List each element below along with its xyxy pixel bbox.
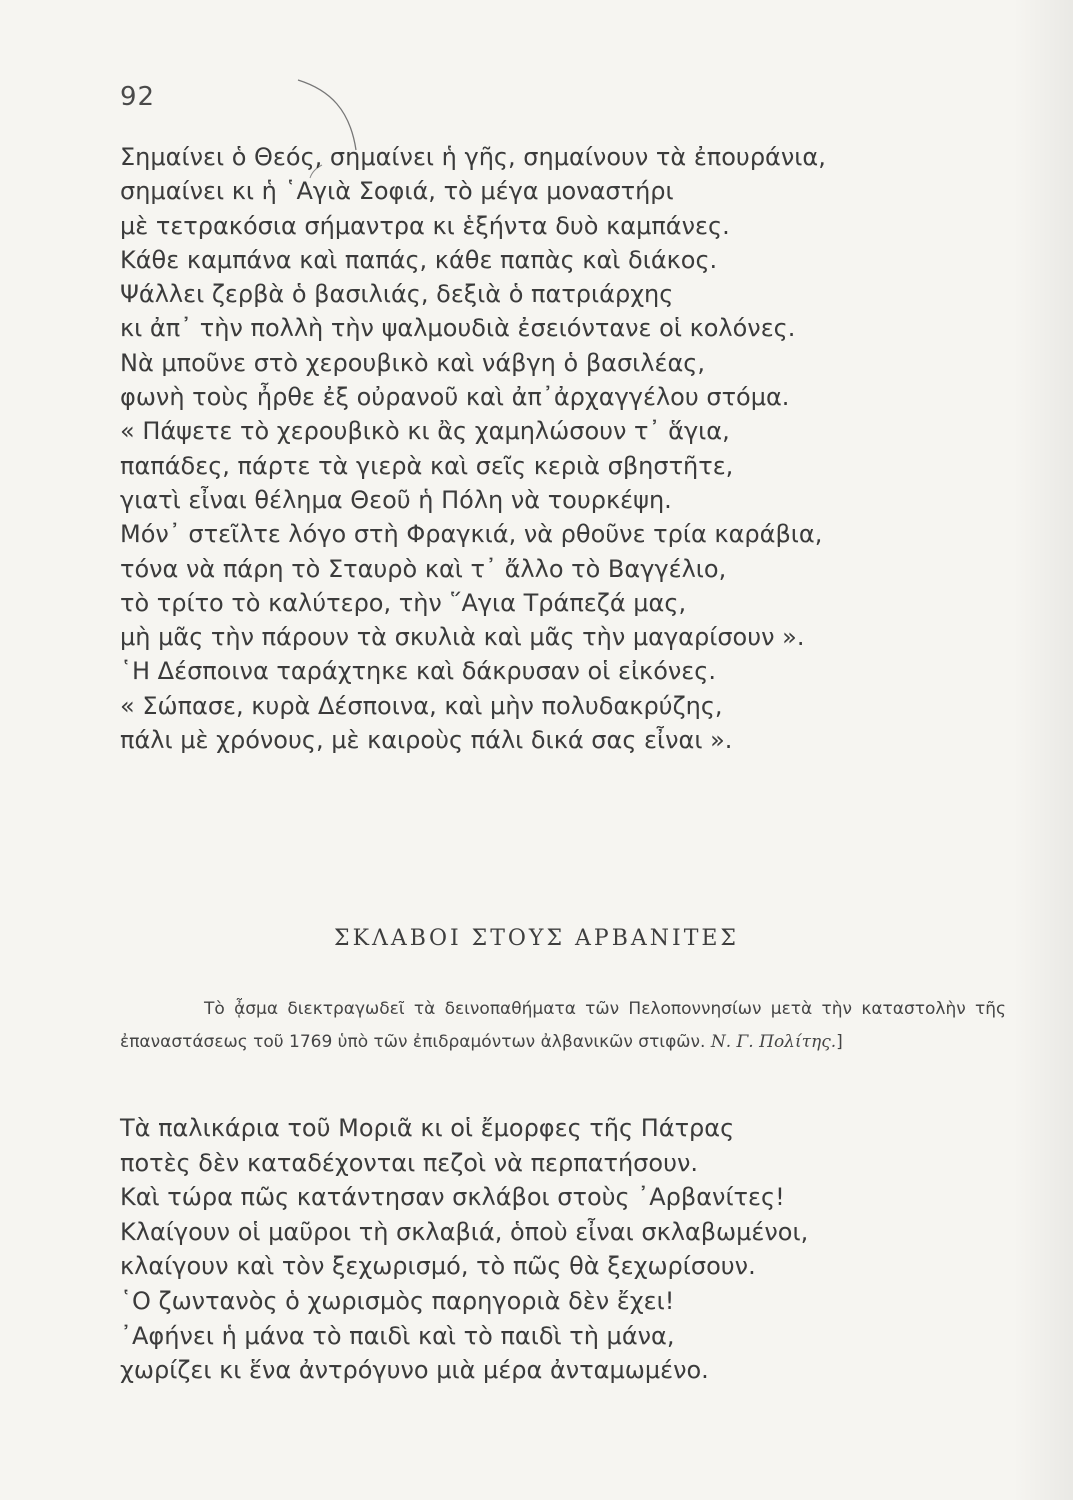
poem-line: ῾Η Δέσποινα ταράχτηκε καὶ δάκρυσαν οἱ εἰκόνες. [120,657,716,686]
poem-line: σημαίνει κι ἡ ῾Αγιὰ Σοφιά, τὸ μέγα μοναστήρι [120,177,674,206]
poem-line: γιατὶ εἶναι θέλημα Θεοῦ ἡ Πόλη νὰ τουρκέψη. [120,485,672,514]
poem-line: Κλαίγουν οἱ μαῦροι τὴ σκλαβιά, ὁποὺ εἶναι σκλαβωμένοι, [120,1217,809,1246]
poem-line: παπάδες, πάρτε τὰ γιερὰ καὶ σεῖς κεριὰ σβηστῆτε, [120,451,734,480]
section-title: ΣΚΛΑΒΟΙ ΣΤΟΥΣ ΑΡΒΑΝΙΤΕΣ [334,926,739,951]
poem-line: Κάθε καμπάνα καὶ παπάς, κάθε παπὰς καὶ διάκος. [120,245,718,274]
poem-line: κι ἀπ᾽ τὴν πολλὴ τὴν ψαλμουδιὰ ἐσειόντανε οἱ κολόνες. [120,314,796,343]
poem-line: τόνα νὰ πάρη τὸ Σταυρὸ καὶ τ᾽ ἄλλο τὸ Βαγγέλιο, [120,554,727,583]
poem-line: ῾Ο ζωντανὸς ὁ χωρισμὸς παρηγοριὰ δὲν ἔχει! [120,1286,675,1315]
poem-line: Καὶ τώρα πῶς κατάντησαν σκλάβοι στοὺς ᾽Αρβανίτες! [120,1183,785,1212]
poem-line: Ψάλλει ζερβὰ ὁ βασιλιάς, δεξιὰ ὁ πατριάρχης [120,280,674,309]
note-close-bracket: ] [836,1032,843,1052]
poem-line: ποτὲς δὲν καταδέχονται πεζοὶ νὰ περπατήσουν. [120,1148,698,1177]
note-signature: Ν. Γ. Πολίτης. [710,1032,837,1052]
poem-line: τὸ τρίτο τὸ καλύτερο, τὴν ῞Αγια Τράπεζά μας, [120,588,687,617]
editorial-note [120,993,1006,1059]
poem-second [120,1111,808,1388]
poem-line: φωνὴ τοὺς ἦρθε ἐξ οὐρανοῦ καὶ ἀπ᾽ἀρχαγγέλου στόμα. [120,383,790,412]
poem-line: πάλι μὲ χρόνους, μὲ καιροὺς πάλι δικά σας εἶναι ». [120,726,733,755]
poem-line: « Σώπασε, κυρὰ Δέσποινα, καὶ μὴν πολυδακρύζης, [120,691,723,720]
note-text: Τὸ ᾆσμα διεκτραγωδεῖ τὰ δεινοπαθήματα τῶν Πελοποννησίων μετὰ τὴν καταστολὴν τῆς ἐπαναστάσεως τοῦ 1769 ὑπὸ τῶν ἐπιδραμόντων ἀλβανικῶν στιφῶν. [120,999,1006,1052]
poem-line: χωρίζει κι ἕνα ἀντρόγυνο μιὰ μέρα ἀνταμωμένο. [120,1356,709,1385]
poem-line: ᾽Αφήνει ἡ μάνα τὸ παιδὶ καὶ τὸ παιδὶ τὴ μάνα, [120,1321,675,1350]
poem-line: Τὰ παλικάρια τοῦ Μοριᾶ κι οἱ ἔμορφες τῆς Πάτρας [120,1114,735,1142]
poem-line: μὴ μᾶς τὴν πάρουν τὰ σκυλιὰ καὶ μᾶς τὴν μαγαρίσουν ». [120,623,805,652]
poem-line: κλαίγουν καὶ τὸν ξεχωρισμό, τὸ πῶς θὰ ξεχωρίσουν. [120,1252,756,1281]
page-number: 92 [120,82,156,112]
poem-line: Σημαίνει ὁ Θεός, σημαίνει ἡ γῆς, σημαίνουν τὰ ἐπουράνια, [120,143,826,171]
poem-line: Μόν᾽ στεῖλτε λόγο στὴ Φραγκιά, νὰ ρθοῦνε τρία καράβια, [120,520,823,549]
poem-line: Νὰ μποῦνε στὸ χερουβικὸ καὶ νάβγη ὁ βασιλέας, [120,348,705,377]
poem-first [120,140,826,757]
poem-line: « Πάψετε τὸ χερουβικὸ κι ἂς χαμηλώσουν τ᾽ ἅγια, [120,417,730,446]
poem-line: μὲ τετρακόσια σήμαντρα κι ἑξήντα δυὸ καμπάνες. [120,211,730,240]
page-gutter-shadow [1013,0,1073,1500]
